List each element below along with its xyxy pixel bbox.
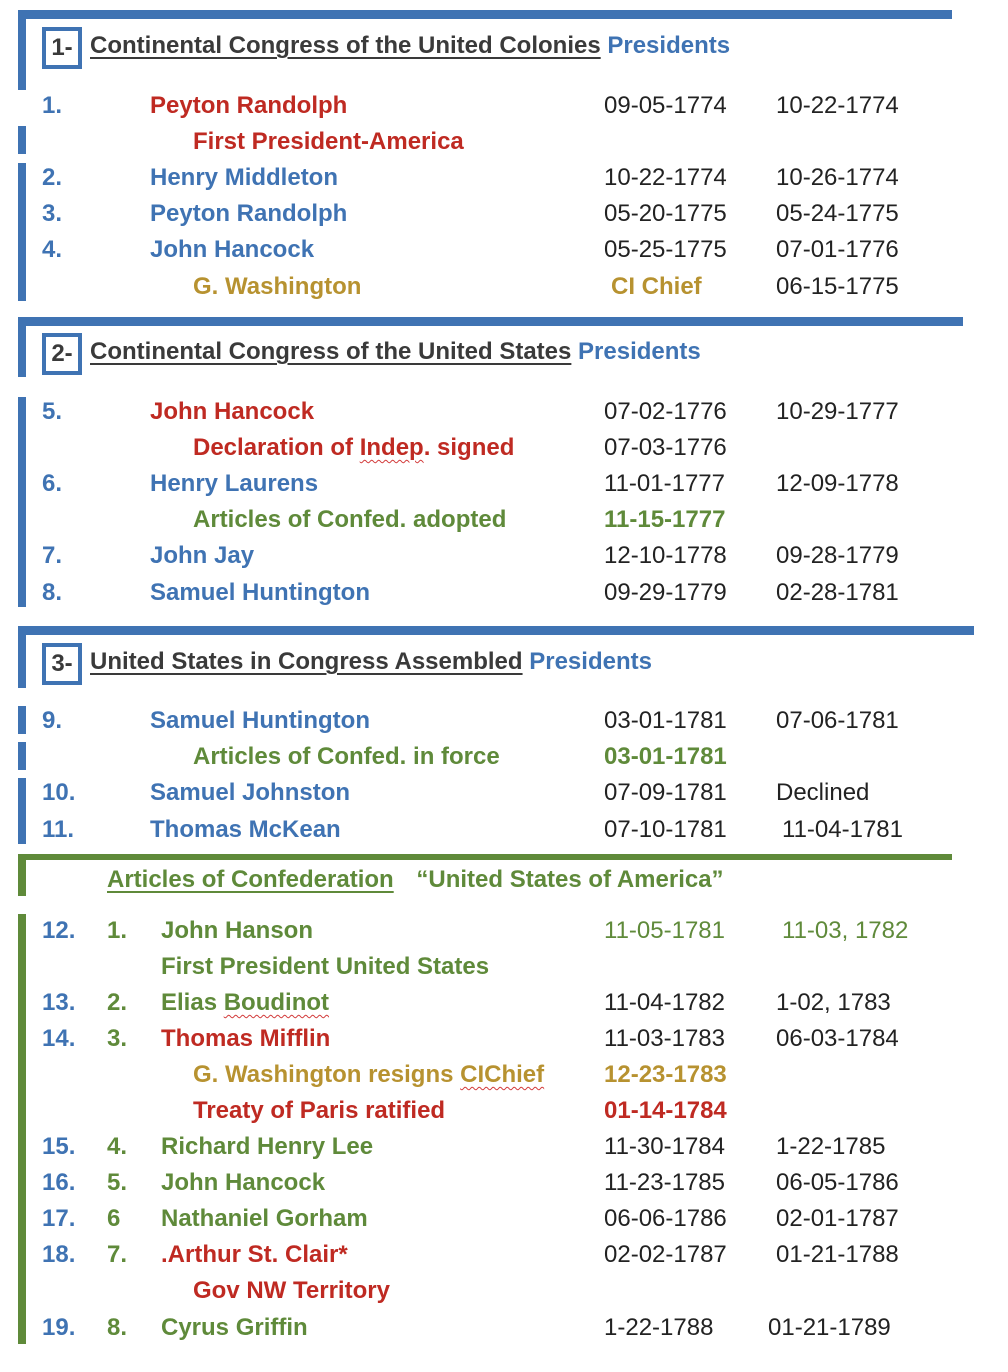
start-date: 1-22-1788 (604, 1314, 714, 1341)
president-name: Thomas Mifflin (161, 1025, 331, 1052)
start-date: 12-23-1783 (604, 1061, 727, 1088)
president-name: Samuel Huntington (150, 707, 370, 734)
end-date: 10-26-1774 (776, 164, 899, 191)
section-number: 3- (51, 650, 73, 677)
note: G. Washington (193, 273, 362, 300)
president-name: Henry Laurens (150, 470, 319, 497)
start-date: 05-25-1775 (604, 236, 727, 263)
start-date: 01-14-1784 (604, 1097, 727, 1124)
start-date: 07-10-1781 (604, 816, 727, 843)
president-name: Peyton Randolph (150, 92, 348, 119)
start-date: 11-30-1784 (604, 1133, 725, 1160)
row-number: 9. (42, 707, 63, 734)
note: Articles of Confed. adopted (193, 506, 507, 533)
president-name: John Hancock (161, 1169, 326, 1196)
section-title-suffix: Presidents (578, 338, 701, 365)
start-date: 11-04-1782 (604, 989, 725, 1016)
row-number: 2. (42, 164, 63, 191)
section-number-box (42, 27, 82, 69)
row-number: 10. (42, 779, 76, 806)
start-date: 11-03-1783 (604, 1025, 725, 1052)
section-title (107, 866, 724, 894)
note (193, 1061, 544, 1089)
section-divider (18, 10, 952, 19)
row-bar (18, 778, 26, 844)
section-divider (18, 626, 974, 635)
end-date: 06-15-1775 (776, 273, 899, 300)
end-date: 09-28-1779 (776, 542, 899, 569)
note: First President United States (161, 953, 490, 980)
section-side-bar (18, 317, 26, 377)
end-date: 06-05-1786 (776, 1169, 899, 1196)
president-name: .Arthur St. Clair* (161, 1241, 348, 1268)
end-date: 1-22-1785 (776, 1133, 886, 1160)
end-date: 12-09-1778 (776, 470, 899, 497)
section-side-bar (18, 626, 26, 688)
name-text-spellcheck: Boudinot (223, 989, 330, 1016)
row-number: 19. (42, 1314, 76, 1341)
end-date: 11-03, 1782 (782, 917, 909, 944)
start-date: 11-05-1781 (604, 917, 725, 944)
note: First President-America (193, 128, 464, 155)
sub-number: 5. (107, 1169, 128, 1196)
start-date: 11-15-1777 (604, 506, 726, 533)
row-number: 7. (42, 542, 63, 569)
note-text-spellcheck: Indep (359, 434, 424, 461)
row-number: 12. (42, 917, 76, 944)
note-text: Declaration of (193, 434, 360, 461)
president-name (161, 989, 329, 1017)
row-number: 16. (42, 1169, 76, 1196)
sub-number: 6 (107, 1205, 121, 1232)
president-name: Peyton Randolph (150, 200, 348, 227)
end-date: 07-01-1776 (776, 236, 899, 263)
president-name: Nathaniel Gorham (161, 1205, 368, 1232)
note-text-spellcheck: CIChief (460, 1061, 545, 1088)
row-bar (18, 163, 26, 301)
end-date: 11-04-1781 (782, 816, 903, 843)
end-date: Declined (776, 779, 870, 806)
section-title (90, 648, 652, 676)
row-bar (18, 742, 26, 770)
end-date: 02-01-1787 (776, 1205, 899, 1232)
row-number: 11. (42, 816, 75, 843)
start-date: 09-29-1779 (604, 579, 727, 606)
row-number: 5. (42, 398, 63, 425)
president-name: John Jay (150, 542, 255, 569)
president-name: Samuel Huntington (150, 579, 370, 606)
section-number: 1- (51, 34, 73, 61)
section-title (90, 338, 701, 366)
president-name: Cyrus Griffin (161, 1314, 308, 1341)
row-bar (18, 397, 26, 607)
note (193, 434, 514, 462)
end-date: 01-21-1789 (768, 1314, 891, 1341)
start-date: 07-02-1776 (604, 398, 727, 425)
section-title-underlined: Articles of Confederation (107, 866, 394, 893)
note-text: G. Washington resigns (193, 1061, 461, 1088)
end-date: 07-06-1781 (776, 707, 899, 734)
row-bar (18, 914, 26, 1344)
end-date: 10-22-1774 (776, 92, 899, 119)
section-number: 2- (51, 340, 73, 367)
start-date: 03-01-1781 (604, 707, 727, 734)
start-date: 02-02-1787 (604, 1241, 727, 1268)
section-divider (18, 854, 952, 860)
start-date: 09-05-1774 (604, 92, 727, 119)
start-date: 11-23-1785 (604, 1169, 725, 1196)
row-number: 1. (42, 92, 63, 119)
sub-number: 3. (107, 1025, 128, 1052)
end-date: 01-21-1788 (776, 1241, 899, 1268)
end-date: 1-02, 1783 (776, 989, 891, 1016)
section-title-quote: “United States of America” (416, 866, 724, 893)
section-number-box (42, 643, 82, 685)
name-text: Elias (161, 989, 224, 1016)
president-name: Samuel Johnston (150, 779, 351, 806)
row-bar (18, 126, 26, 154)
president-name: John Hancock (150, 236, 315, 263)
sub-number: 7. (107, 1241, 128, 1268)
president-name: John Hanson (161, 917, 314, 944)
start-date: 03-01-1781 (604, 743, 727, 770)
sub-number: 4. (107, 1133, 128, 1160)
end-date: 05-24-1775 (776, 200, 899, 227)
section-title (90, 32, 730, 60)
section-divider (18, 317, 963, 326)
note-title: CI Chief (611, 273, 702, 300)
row-number: 13. (42, 989, 76, 1016)
start-date: 11-01-1777 (604, 470, 725, 497)
sub-number: 1. (107, 917, 128, 944)
note: Articles of Confed. in force (193, 743, 500, 770)
section-side-bar (18, 854, 26, 896)
row-number: 3. (42, 200, 63, 227)
row-number: 8. (42, 579, 63, 606)
start-date: 10-22-1774 (604, 164, 727, 191)
section-number-box (42, 333, 82, 375)
row-number: 18. (42, 1241, 76, 1268)
sub-number: 2. (107, 989, 128, 1016)
note: Treaty of Paris ratified (193, 1097, 446, 1124)
president-name: Richard Henry Lee (161, 1133, 374, 1160)
section-title-underlined: United States in Congress Assembled (90, 648, 523, 675)
end-date: 06-03-1784 (776, 1025, 899, 1052)
row-number: 4. (42, 236, 63, 263)
note: Gov NW Territory (193, 1277, 390, 1304)
president-name: Henry Middleton (150, 164, 339, 191)
row-number: 17. (42, 1205, 76, 1232)
note-text: . signed (423, 434, 515, 461)
row-number: 14. (42, 1025, 76, 1052)
end-date: 10-29-1777 (776, 398, 899, 425)
start-date: 05-20-1775 (604, 200, 727, 227)
section-title-underlined: Continental Congress of the United States (90, 338, 572, 365)
section-title-suffix: Presidents (529, 648, 652, 675)
start-date: 12-10-1778 (604, 542, 727, 569)
start-date: 07-09-1781 (604, 779, 727, 806)
row-number: 15. (42, 1133, 76, 1160)
section-title-underlined: Continental Congress of the United Colonies (90, 32, 601, 59)
president-name: John Hancock (150, 398, 315, 425)
end-date: 02-28-1781 (776, 579, 899, 606)
president-name: Thomas McKean (150, 816, 341, 843)
section-title-suffix: Presidents (607, 32, 731, 59)
row-number: 6. (42, 470, 63, 497)
row-bar (18, 706, 26, 734)
sub-number: 8. (107, 1314, 128, 1341)
section-side-bar (18, 10, 26, 90)
start-date: 06-06-1786 (604, 1205, 727, 1232)
start-date: 07-03-1776 (604, 434, 727, 461)
